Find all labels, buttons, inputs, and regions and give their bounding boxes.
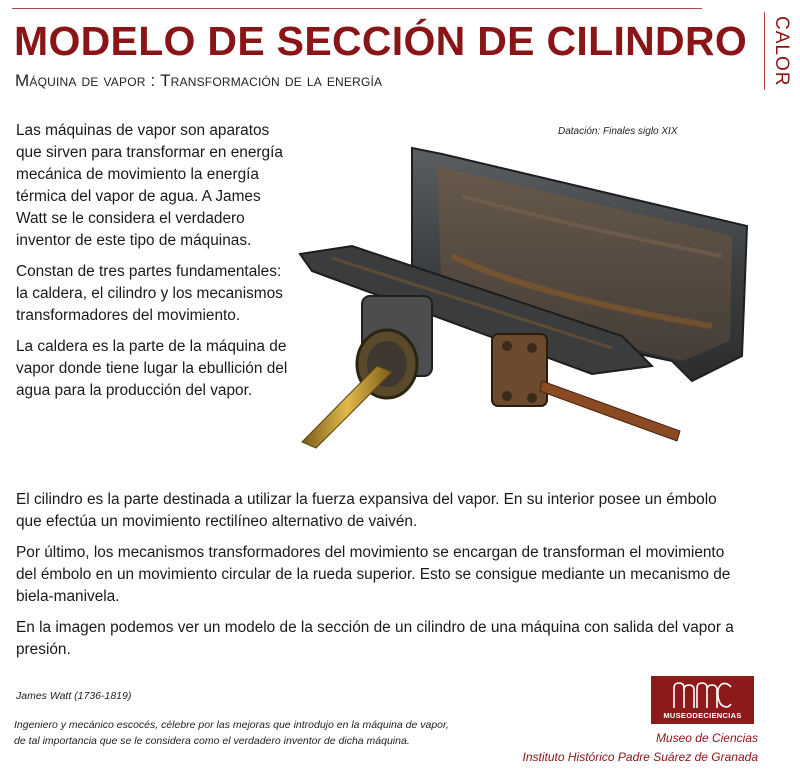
top-divider <box>12 8 702 9</box>
page-subtitle: Máquina de vapor : Transformación de la energía <box>15 71 383 90</box>
intro-text <box>16 120 291 411</box>
person-name: James Watt (1736-1819) <box>16 690 132 702</box>
institute-name: Instituto Histórico Padre Suárez de Granada <box>522 750 758 764</box>
body-paragraph: El cilindro es la parte destinada a utilizar la fuerza expansiva del vapor. En su interior posee un émbolo que efectúa un movimiento rectilíneo alternativo de vaivén. <box>16 491 717 530</box>
cylinder-section-photo <box>292 136 752 456</box>
intro-paragraph: La caldera es la parte de la máquina de vapor donde tiene lugar la ebullición del agua para la producción del vapor. <box>16 338 288 399</box>
category-label: CALOR <box>771 16 792 87</box>
person-description: Ingeniero y mecánico escocés, célebre por las mejoras que introdujo en la máquina de vapor, de tal importancia que se le considera como el verdadero inventor de dicha máquina. <box>14 719 449 747</box>
body-paragraph: Por último, los mecanismos transformadores del movimiento se encargan de transforman el movimiento del émbolo en un movimiento circular de la rueda superior. Esto se consigue mediante un mecanismo de biela-manivela. <box>16 544 731 605</box>
body-text <box>16 489 738 670</box>
logo-text: MUSEODECIENCIAS <box>663 711 742 720</box>
dating-caption: Datación: Finales siglo XIX <box>558 126 678 137</box>
museum-logo <box>651 676 754 724</box>
intro-paragraph: Las máquinas de vapor son aparatos que sirven para transformar en energía mecánica de movimiento la energía térmica del vapor de agua. A James Watt se le considera el verdadero inventor de este tipo de máquinas. <box>16 122 283 249</box>
museum-name: Museo de Ciencias <box>655 731 758 745</box>
logo-mark-icon <box>671 680 733 710</box>
intro-paragraph: Constan de tres partes fundamentales: la caldera, el cilindro y los mecanismos transformadores del movimiento. <box>16 263 283 324</box>
body-paragraph: En la imagen podemos ver un modelo de la sección de un cilindro de una máquina con salida del vapor a presión. <box>16 619 734 658</box>
side-divider <box>764 12 765 90</box>
page-title: MODELO DE SECCIÓN DE CILINDRO <box>14 18 748 64</box>
